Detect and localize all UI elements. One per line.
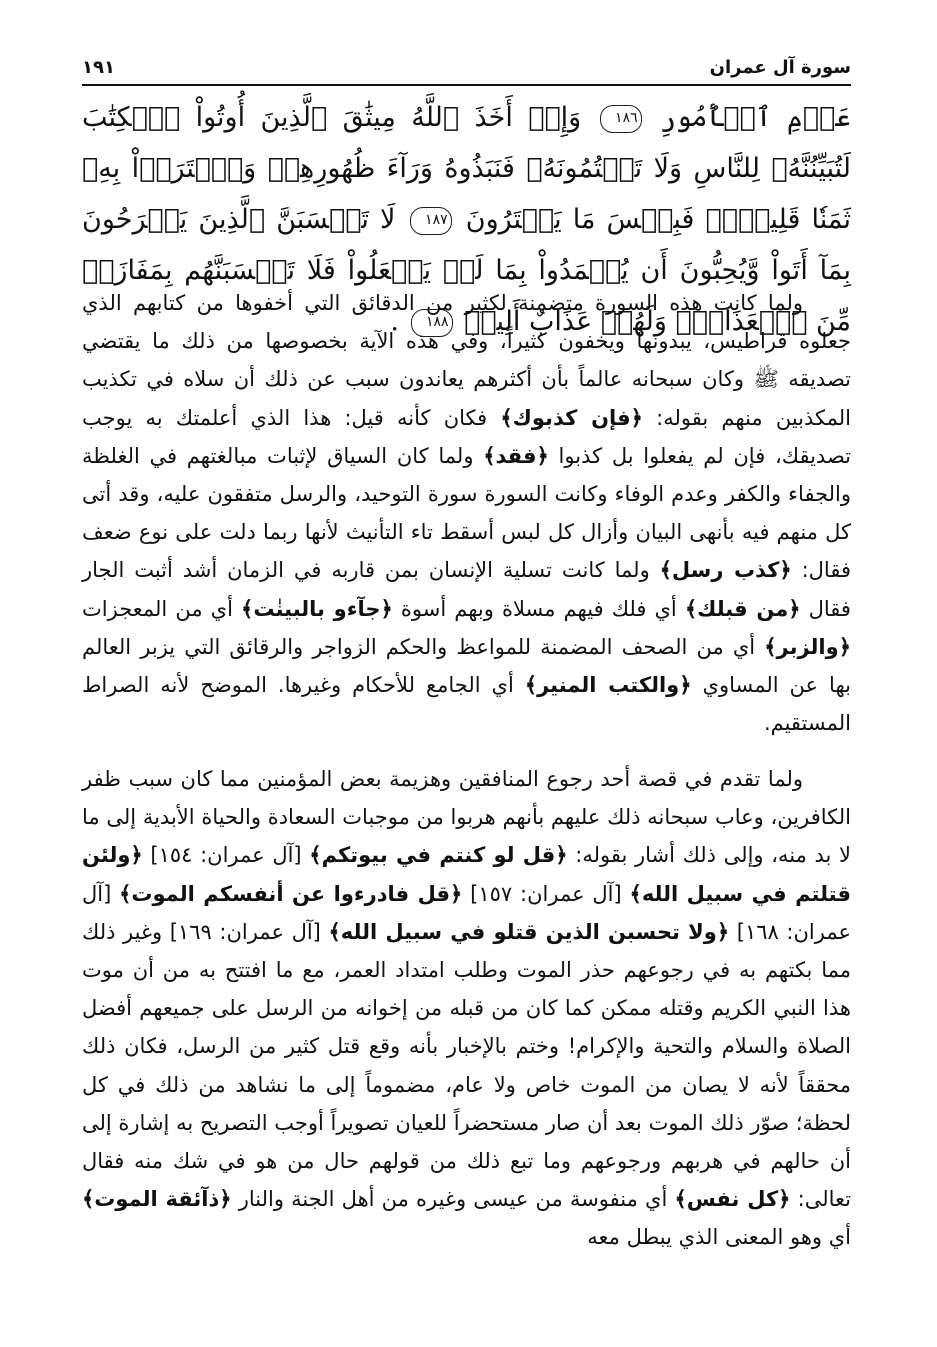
text-run: أي الجامع للأحكام وغيرها. الموضح لأنه الصراط المستقيم. [82,673,851,736]
quoted-verse-phrase: ﴿قل فادرءوا عن أنفسكم الموت﴾ [119,881,463,906]
commentary-paragraph-1 [82,284,851,742]
text-run: أي منفوسة من عيسى وغيره من أهل الجنة والنار [231,1187,675,1212]
quran-text-segment: عَزۡمِ ٱلۡأُمُورِ [660,102,851,133]
text-run: ولما كان السياق لإثبات مبالغتهم في الغلظة والجفاء والكفر وعدم الوفاء وكانت السورة سورة التوحيد، والرسل متفقون عليه، وقد أتى كل منهم فيه بأنهى البيان وأزال كل لبس أسقط تاء التأنيث لأنها ربما دلت على نوع ضعف فقال: [82,443,851,583]
quoted-verse-phrase: ﴿من قبلك﴾ [684,596,801,621]
quoted-verse-phrase: ﴿كل نفس﴾ [674,1187,791,1212]
text-run: أي فلك فيهم مسلاة وبهم أسوة [392,596,685,621]
ayah-number-marker: ١٨٧ [410,207,452,235]
quoted-verse-phrase: ﴿ولئن قتلتم في سبيل الله﴾ [82,843,851,906]
ayah-number-marker: ١٨٦ [600,105,642,133]
quran-text-segment: وَإِذۡ أَخَذَ ٱللَّهُ مِيثَٰقَ ٱلَّذِينَ أُوتُواْ ٱلۡكِتَٰبَ لَتُبَيِّنُنَّهُۥ لِلنَّاسِ وَلَا تَكۡتُمُونَهُۥ فَنَبَذُوهُ وَرَآءَ ظُهُورِهِمۡ وَٱشۡتَرَوۡاْ بِهِۦ ثَمَنٗا قَلِيلٗاۖ فَبِئۡسَ مَا يَشۡتَرُونَ [82,102,851,235]
paragraph-1-text [82,284,851,742]
quran-text-segment: . [390,306,399,337]
quoted-verse-phrase: ﴿ذآئقة الموت﴾ [82,1187,232,1212]
quoted-verse-phrase: ﴿قل لو كنتم في بيوتكم﴾ [309,843,568,868]
header-rule [82,84,851,86]
text-run: [آل عمران: ١٥٤] [142,843,310,868]
quoted-verse-phrase: ﴿جآءو بالبينٰت﴾ [241,596,393,621]
quoted-verse-phrase: ﴿ولا تحسبن الذين قتلو في سبيل الله﴾ [328,919,730,944]
text-run: [آل عمران: ١٦٨] [82,881,852,944]
commentary-paragraph-2 [82,760,851,1257]
text-run: [آل عمران: ١٥٧] [462,881,630,906]
quoted-verse-phrase: ﴿والكتب المنير﴾ [524,673,692,698]
text-run: فكان كأنه قيل: هذا الذي أعلمتك به يوجب تصديقك، فإن لم يفعلوا بل كذبوا [82,405,851,468]
text-run: أي من الصحف المضمنة للمواعظ والحكم الزواجر والرقائق التي يزبر العالم بها عن المساوي [82,634,851,698]
text-run: [آل عمران: ١٦٩] وغير ذلك مما بكتهم به في رجوعهم حذر الموت وطلب امتداد العمر، مع ما افتتح به من أن موت هذا النبي الكريم وقتله ممكن كما كان من قبله من إخوانه من الرسل على جميعهم أفضل الصلاة والسلام والتحية والإكرام! وختم بالإخبار بأنه وقع قتل كثير من الرسل، فكان ذلك محققاً لأنه لا يصان من الموت خاص ولا عام، مضموماً إلى ما نشاهد من ذلك في كل لحظة؛ صوّر ذلك الموت بعد أن صار مستحضراً للعيان تصويراً أوجب التصريح به إشارة إلى أن حالهم في هربهم ورجوعهم وما تبع ذلك من قولهم حال من هو في شك منه فقال تعالى: [82,919,852,1212]
quoted-verse-phrase: ﴿فقد﴾ [483,443,549,468]
surah-title: سورة آل عمران [709,57,851,78]
text-run: ولما كانت هذه السورة متضمنة لكثير من الدقائق التي أخفوها من كتابهم الذي جعلوه قراطيس، يبدونها ويخفون كثيراً، وفي هذه الآية بخصوصها من ذلك ما يقتضي تصديقه ﷺ وكان سبحانه عالماً بأن أكثرهم يعاندون سبب عن ذلك أن سلاه في تكذيب المكذبين منهم بقوله: [82,291,852,430]
text-run: ولما تقدم في قصة أحد رجوع المنافقين وهزيمة بعض المؤمنين مما كان سبب ظفر الكافرين، وعاب سبحانه ذلك عليهم بأنهم هربوا من موجبات السعادة والحياة الأبدية إلى ما لا بد منه، وإلى ذلك أشار بقوله: [82,767,851,868]
quran-text-segment: لَا تَحۡسَبَنَّ ٱلَّذِينَ يَفۡرَحُونَ بِمَآ أَتَواْ وَّيُحِبُّونَ أَن يُحۡمَدُواْ بِمَا لَمۡ يَفۡعَلُواْ فَلَا تَحۡسَبَنَّهُم بِمَفَازَةٖ مِّنَ ٱلۡعَذَابِۖ وَلَهُمۡ عَذَابٌ أَلِيمٞ [82,204,851,337]
quoted-verse-phrase: ﴿كذب رسل﴾ [659,558,792,583]
paragraph-2-text [82,760,851,1257]
quoted-verse-phrase: ﴿والزبر﴾ [764,634,851,659]
ayah-number-marker: ١٨٨ [411,309,453,337]
page-number: ١٩١ [82,57,115,78]
text-run: أي من المعجزات [82,596,242,621]
text-run: أي وهو المعنى الذي يبطل معه [587,1225,851,1250]
text-run: ولما كانت تسلية الإنسان بمن قاربه في الزمان أشد أثبت الجار فقال [82,558,851,621]
page-header [82,52,851,78]
quoted-verse-phrase: ﴿فإن كذبوك﴾ [500,405,643,430]
